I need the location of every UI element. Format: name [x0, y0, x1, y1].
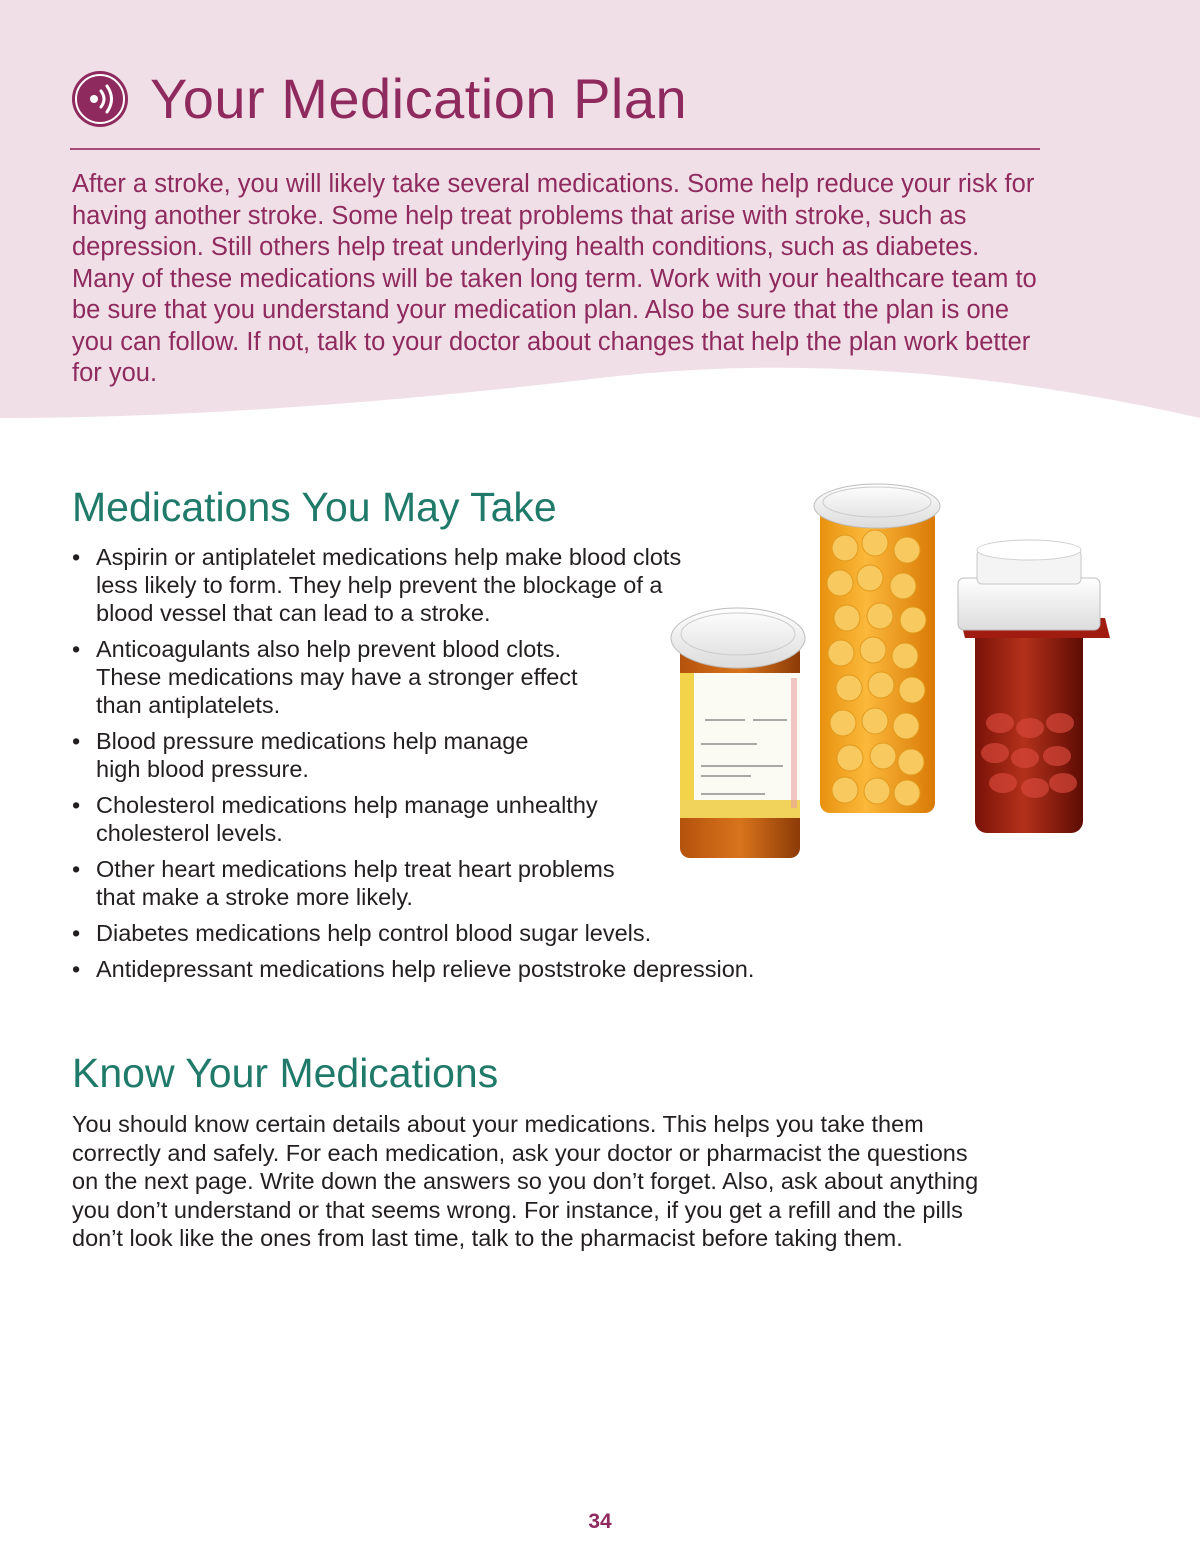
labeled-bottle: [671, 608, 805, 858]
red-bottle: [958, 540, 1110, 833]
list-item: [72, 955, 792, 983]
list-item: [72, 727, 552, 783]
know-medications-paragraph: You should know certain details about your medications. This helps you take them correctly and safely. For each medication, ask your doctor or pharmacist the questions on the next page. Write down the answers so you don’t forget. Also, ask about anything you don’t understand or that seems wrong. For instance, if you get a refill and the pills don’t look like the ones from last time, talk to the pharmacist before taking them.: [72, 1111, 979, 1251]
title-divider: [70, 148, 1040, 150]
bullet-icon: •: [72, 856, 81, 882]
pill-bottles-image: [665, 478, 1115, 868]
list-item: [72, 855, 642, 911]
page-number: 34: [588, 1510, 612, 1533]
bullet-icon: •: [72, 920, 81, 946]
bullet-icon: •: [72, 956, 81, 982]
list-item-text: Antidepressant medications help relieve poststroke depression.: [96, 956, 755, 982]
bullet-icon: •: [72, 792, 81, 818]
speaker-sound-icon: [70, 69, 130, 129]
intro-paragraph: After a stroke, you will likely take several medications. Some help reduce your risk for having another stroke. Some help treat problems that arise with stroke, such as depression. Still others help treat underlying health conditions, such as diabetes. Many of these medications will be taken long term. Work with your healthcare team to be sure that you understand your medication plan. Also be sure that the plan is one you can follow. If not, talk to your doctor about changes that help the plan work better for you.: [72, 170, 1037, 387]
list-item: [72, 919, 792, 947]
bullet-icon: •: [72, 544, 81, 570]
list-item: [72, 635, 592, 719]
list-item-text: Blood pressure medications help manage high blood pressure.: [96, 728, 529, 782]
list-item-text: Aspirin or antiplatelet medications help make blood clots less likely to form. They help prevent the blockage of a blood vessel that can lead to a stroke.: [96, 544, 682, 626]
medications-heading: Medications You May Take: [72, 484, 557, 530]
list-item: [72, 791, 632, 847]
list-item-text: Anticoagulants also help prevent blood clots. These medications may have a stronger effect than antiplatelets.: [96, 636, 578, 718]
tall-bottle: [814, 484, 940, 813]
list-item-text: Cholesterol medications help manage unhealthy cholesterol levels.: [96, 792, 598, 846]
list-item-text: Other heart medications help treat heart problems that make a stroke more likely.: [96, 856, 615, 910]
bullet-icon: •: [72, 728, 81, 754]
list-item-text: Diabetes medications help control blood sugar levels.: [96, 920, 652, 946]
know-medications-heading: Know Your Medications: [72, 1050, 499, 1096]
bullet-icon: •: [72, 636, 81, 662]
list-item: [72, 543, 712, 627]
page-title: Your Medication Plan: [150, 67, 688, 130]
title-row: [70, 64, 687, 134]
